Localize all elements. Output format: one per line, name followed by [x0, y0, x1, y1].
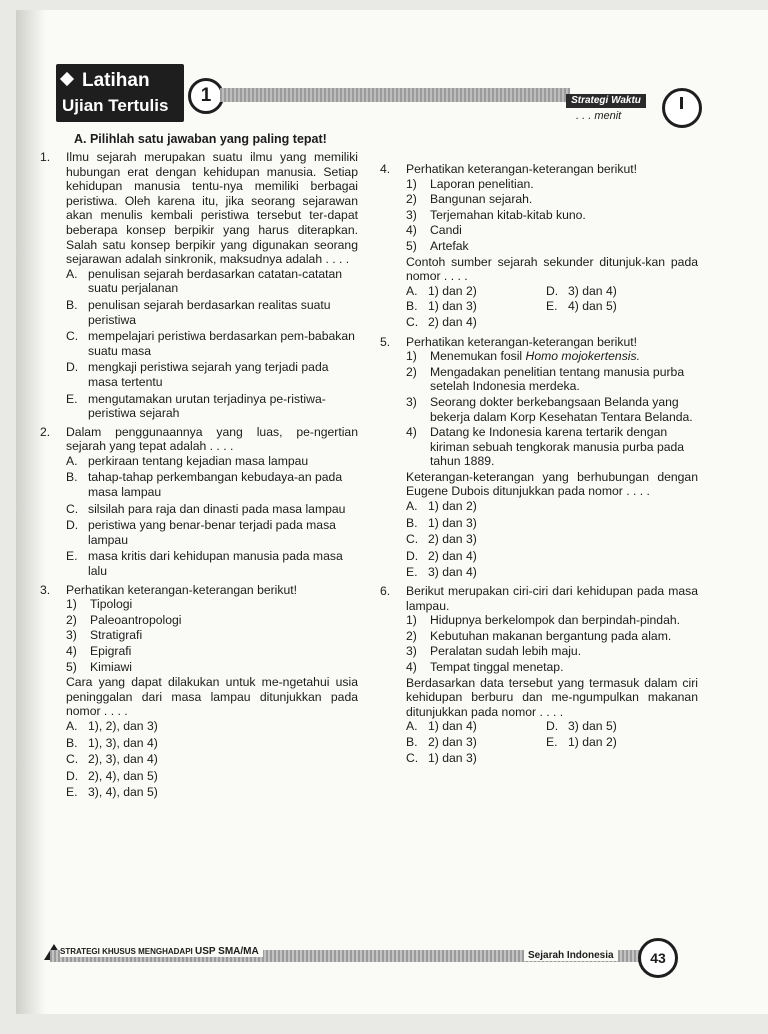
item-number: 4) [66, 644, 77, 658]
option-b[interactable] [66, 298, 358, 327]
footer-book-title-small: STRATEGI KHUSUS MENGHADAPI [60, 947, 193, 956]
list-item [406, 349, 698, 364]
badge-line-1: Latihan [82, 70, 150, 91]
item-number: 4) [406, 223, 417, 238]
question-number: 5. [380, 334, 391, 349]
section-number: 1 [188, 78, 224, 114]
diamond-icon [60, 72, 74, 86]
option-a[interactable] [66, 454, 358, 469]
option-c[interactable] [406, 532, 698, 547]
item-number: 4) [406, 425, 417, 440]
option-letter: E. [66, 549, 78, 564]
option-letter: E. [66, 391, 78, 406]
item-number: 5) [406, 238, 417, 253]
list-item [406, 425, 698, 469]
option-text: 3) dan 4) [568, 283, 617, 298]
option-text: 1), 3), dan 4) [88, 735, 158, 750]
item-number: 2) [406, 192, 417, 207]
list-item [66, 613, 358, 628]
item-text: Mengadakan penelitian tentang manusia purba setelah Indonesia merdeka. [430, 364, 685, 394]
section-badge [56, 64, 184, 122]
option-text: 1) dan 2) [428, 283, 477, 298]
option-letter: B. [406, 734, 418, 749]
option-c[interactable] [406, 751, 546, 766]
option-letter: C. [406, 532, 419, 547]
option-a[interactable] [406, 719, 546, 734]
option-text: 2) dan 3) [428, 532, 477, 547]
option-e[interactable] [66, 392, 358, 421]
option-text: mengkaji peristiwa sejarah yang terjadi pada masa tertentu [88, 360, 329, 389]
option-text: 1) dan 3) [428, 299, 477, 314]
option-letter: B. [66, 470, 78, 485]
list-item [406, 613, 698, 628]
list-item [66, 644, 358, 659]
question-text: Perhatikan keterangan-keterangan berikut! [406, 162, 638, 176]
option-letter: A. [406, 283, 418, 298]
option-c[interactable] [406, 315, 546, 330]
question-6 [380, 584, 698, 766]
option-text: 3) dan 4) [428, 565, 477, 580]
option-a[interactable] [66, 267, 358, 296]
book-page [16, 10, 768, 1014]
question-stem: Cara yang dapat dilakukan untuk me-ngetahui usia peninggalan dari masa lampau ditunjukkan pada nomor . . . . [66, 675, 358, 719]
time-strategy-label: Strategi Waktu [566, 94, 646, 108]
item-text: Kimiawi [90, 659, 132, 674]
option-letter: D. [546, 719, 559, 734]
footer-subject: Sejarah Indonesia [524, 950, 618, 961]
item-text: Paleoantropologi [90, 612, 182, 627]
option-letter: E. [546, 299, 558, 314]
item-number: 1) [406, 349, 417, 364]
question-text: Ilmu sejarah merupakan suatu ilmu yang memiliki hubungan erat dengan kehidupan manusia. Setiap kehidupan manusia tentu-nya memiliki berbagai peristiwa. Oleh karena itu, jika seorang sejarawan akan menulis kembali peristiwa tersebut ter-dapat beberapa konsep berpikir yang harus diterapkan. Salah satu konsep berpikir yang digunakan seorang sejarawan adalah sinkronik, maksudnya adalah . . . . [66, 150, 358, 267]
option-letter: C. [406, 314, 419, 329]
section-instruction: A. Pilihlah satu jawaban yang paling tepat! [74, 132, 327, 146]
option-letter: E. [406, 565, 418, 580]
option-e[interactable] [546, 735, 666, 750]
option-d[interactable] [546, 284, 666, 299]
option-b[interactable] [406, 735, 546, 750]
badge-line-2: Ujian Tertulis [62, 96, 169, 115]
option-letter: A. [66, 266, 78, 281]
footer-book-title-bold: USP SMA/MA [194, 946, 259, 957]
option-text: 2) dan 3) [428, 734, 477, 749]
option-letter: A. [66, 453, 78, 468]
option-e[interactable] [66, 785, 358, 800]
option-text: 1) dan 4) [428, 719, 477, 734]
item-number: 2) [406, 628, 417, 643]
option-text: peristiwa yang benar-benar terjadi pada masa lampau [88, 518, 336, 547]
option-text: tahap-tahap perkembangan kebudaya-an pada masa lampau [88, 470, 343, 500]
option-text: masa kritis dari kehidupan manusia pada masa lalu [88, 549, 343, 579]
option-letter: D. [546, 283, 559, 298]
item-text: Stratigrafi [90, 628, 143, 643]
question-number: 2. [40, 424, 51, 439]
option-text: penulisan sejarah berdasarkan realitas suatu peristiwa [88, 297, 331, 327]
list-item [406, 192, 698, 207]
option-e[interactable] [66, 549, 358, 578]
option-letter: D. [66, 768, 79, 783]
item-number: 3) [66, 628, 77, 643]
list-item [66, 597, 358, 612]
list-item [406, 660, 698, 675]
option-text: 1) dan 2) [568, 734, 617, 749]
list-item [406, 208, 698, 223]
item-text: Tempat tinggal menetap. [430, 660, 564, 674]
option-c[interactable] [66, 502, 358, 517]
option-letter: C. [406, 750, 419, 765]
list-item [406, 365, 698, 394]
item-text: Kebutuhan makanan bergantung pada alam. [430, 628, 672, 643]
option-b[interactable] [66, 736, 358, 751]
option-d[interactable] [406, 549, 698, 564]
option-text: silsilah para raja dan dinasti pada masa lampau [88, 501, 346, 516]
item-text: Epigrafi [90, 644, 132, 658]
option-a[interactable] [406, 499, 698, 514]
list-item [406, 239, 698, 254]
option-letter: C. [66, 752, 79, 767]
option-text: 1) dan 2) [428, 499, 477, 514]
option-b[interactable] [406, 516, 698, 531]
option-text: 2) dan 4) [428, 314, 477, 329]
option-text: 3), 4), dan 5) [88, 785, 158, 800]
list-item [406, 644, 698, 659]
option-e[interactable] [406, 565, 698, 580]
option-b[interactable] [66, 470, 358, 499]
option-text: 2), 3), dan 4) [88, 752, 158, 767]
list-item [406, 629, 698, 644]
left-column [40, 150, 358, 804]
question-text: Perhatikan keterangan-keterangan berikut! [66, 582, 298, 597]
question-number: 1. [40, 150, 51, 164]
option-d[interactable] [546, 719, 666, 734]
options-grid [406, 284, 698, 331]
item-text: Datang ke Indonesia karena tertarik dengan kiriman sebuah tengkorak manusia purba pada tahun 1889. [430, 425, 685, 469]
item-number: 4) [406, 660, 417, 674]
question-4 [380, 162, 698, 331]
clock-icon [662, 88, 702, 128]
item-text: Seorang dokter berkebangsaan Belanda yang bekerja dalam Korp Kesehatan Tentara Belanda. [430, 394, 693, 424]
item-text: Candi [430, 223, 462, 238]
time-strategy-value: . . . menit [576, 110, 622, 122]
question-1 [40, 150, 358, 421]
option-d[interactable] [66, 769, 358, 784]
question-text: Dalam penggunaannya yang luas, pe-ngertian sejarah yang tepat adalah . . . . [66, 424, 358, 454]
option-text: penulisan sejarah berdasarkan catatan-catatan suatu perjalanan [88, 266, 343, 296]
question-3 [40, 583, 358, 800]
footer-book-title [60, 946, 263, 957]
list-item [406, 223, 698, 238]
option-text: 4) dan 5) [568, 299, 617, 314]
option-d[interactable] [66, 360, 358, 389]
option-a[interactable] [406, 284, 546, 299]
option-letter: E. [66, 785, 78, 800]
question-stem: Berdasarkan data tersebut yang termasuk dalam ciri kehidupan berburu dan me-ngumpulkan makanan ditunjukkan pada nomor . . . . [406, 675, 698, 719]
option-letter: B. [66, 735, 78, 750]
option-letter: D. [66, 360, 79, 375]
question-number: 6. [380, 584, 391, 599]
item-number: 5) [66, 659, 77, 674]
item-text: Artefak [430, 238, 469, 253]
option-letter: B. [406, 515, 418, 530]
question-stem: Contoh sumber sejarah sekunder ditunjuk-kan pada nomor . . . . [406, 254, 698, 284]
item-number: 1) [406, 613, 417, 628]
list-item [406, 177, 698, 192]
item-number: 3) [406, 394, 417, 409]
question-number: 4. [380, 162, 391, 176]
question-text: Perhatikan keterangan-keterangan berikut! [406, 334, 638, 349]
item-number: 2) [406, 364, 417, 379]
option-text: 2), 4), dan 5) [88, 768, 158, 783]
page-number: 43 [638, 938, 678, 978]
option-letter: C. [66, 329, 79, 344]
question-text: Berikut merupakan ciri-ciri dari kehidupan pada masa lampau. [406, 584, 698, 613]
item-italic-text: Homo mojokertensis. [525, 349, 640, 364]
option-text: 3) dan 5) [568, 719, 617, 734]
option-c[interactable] [66, 752, 358, 767]
list-item [66, 660, 358, 675]
option-letter: A. [406, 499, 418, 514]
option-letter: D. [406, 548, 419, 563]
option-letter: A. [406, 719, 418, 734]
option-text: mempelajari peristiwa berdasarkan pem-babakan suatu masa [88, 329, 355, 358]
list-item [406, 395, 698, 424]
right-column [380, 162, 698, 770]
header-stripe [220, 88, 570, 102]
option-text: 1), 2), dan 3) [88, 718, 158, 733]
option-text: mengutamakan urutan terjadinya pe-ristiwa-peristiwa sejarah [88, 391, 326, 421]
item-number: 1) [66, 597, 77, 612]
question-2 [40, 425, 358, 579]
item-text: Peralatan sudah lebih maju. [430, 644, 582, 659]
item-text: Bangunan sejarah. [430, 192, 533, 207]
time-strategy-box [566, 94, 678, 134]
item-number: 3) [406, 644, 417, 659]
option-letter: E. [546, 734, 558, 749]
option-b[interactable] [406, 299, 546, 314]
option-e[interactable] [546, 299, 666, 314]
list-item [66, 628, 358, 643]
item-text: Terjemahan kitab-kitab kuno. [430, 207, 586, 222]
option-text: 1) dan 3) [428, 750, 477, 765]
option-letter: B. [406, 299, 418, 314]
option-c[interactable] [66, 329, 358, 358]
option-letter: A. [66, 718, 78, 733]
option-d[interactable] [66, 518, 358, 547]
item-text: Menemukan fosil [430, 349, 526, 364]
item-number: 2) [66, 612, 77, 627]
question-5 [380, 335, 698, 581]
option-text: 1) dan 3) [428, 515, 477, 530]
option-text: perkiraan tentang kejadian masa lampau [88, 453, 309, 468]
page-header [56, 64, 706, 134]
question-stem: Keterangan-keterangan yang berhubungan dengan Eugene Dubois ditunjukkan pada nomor . . . . [406, 469, 698, 499]
option-text: 2) dan 4) [428, 548, 477, 563]
item-text: Tipologi [90, 597, 133, 612]
question-number: 3. [40, 582, 51, 597]
item-number: 3) [406, 207, 417, 222]
item-text: Hidupnya berkelompok dan berpindah-pindah. [430, 613, 681, 628]
options-grid [406, 719, 698, 766]
item-number: 1) [406, 176, 417, 191]
option-letter: C. [66, 501, 79, 516]
item-text: Laporan penelitian. [430, 176, 534, 191]
page-footer [30, 936, 690, 976]
option-letter: D. [66, 518, 79, 533]
option-letter: B. [66, 297, 78, 312]
option-a[interactable] [66, 719, 358, 734]
